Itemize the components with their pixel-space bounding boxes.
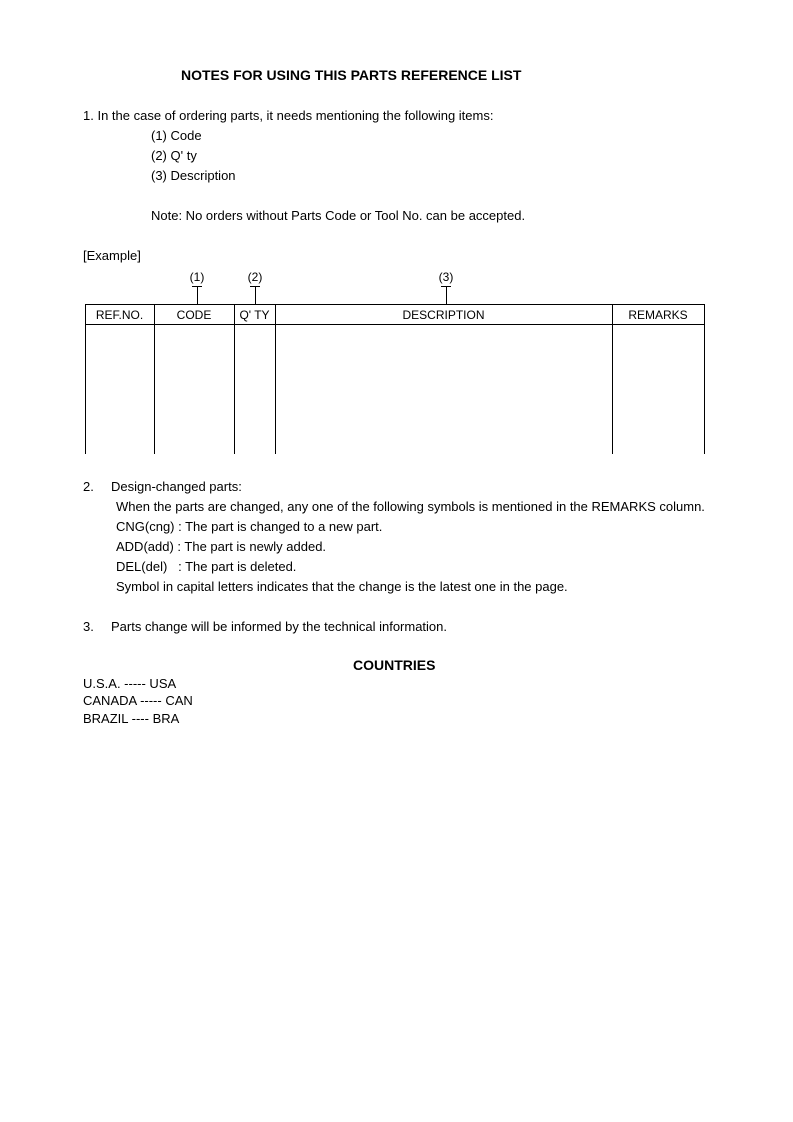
section2-line: ADD(add) : The part is newly added. [116,539,327,554]
marker-code: (1) [189,270,205,284]
section2-line: CNG(cng) : The part is changed to a new part. [116,519,383,534]
marker-description: (3) [438,270,454,284]
ordering-intro: 1. In the case of ordering parts, it needs mentioning the following items: [83,108,494,123]
table-col-divider [234,304,235,454]
country-item: U.S.A. ----- USA [83,676,177,691]
marker-qty: (2) [247,270,263,284]
section2-line: When the parts are changed, any one of the following symbols is mentioned in the REMARKS column. [116,499,705,514]
order-item-code: (1) Code [151,128,202,143]
header-qty: Q' TY [239,308,270,322]
table-col-divider [154,304,155,454]
section3-text: Parts change will be informed by the technical information. [111,619,448,634]
section2-line: DEL(del) : The part is deleted. [116,559,297,574]
header-description: DESCRIPTION [402,308,485,322]
example-table [85,304,705,454]
countries-title: COUNTRIES [353,657,436,673]
order-item-description: (3) Description [151,168,236,183]
header-code: CODE [176,308,212,322]
section3-number: 3. [83,619,94,634]
table-col-divider [704,304,705,454]
marker-description-stem [446,286,447,304]
table-col-divider [85,304,86,454]
header-ref-no: REF.NO. [95,308,144,322]
order-item-qty: (2) Q' ty [151,148,197,163]
section2-number: 2. [83,479,94,494]
table-col-divider [612,304,613,454]
header-remarks: REMARKS [628,308,688,322]
section2-line: Symbol in capital letters indicates that the change is the latest one in the page. [116,579,568,594]
example-label: [Example] [83,248,141,263]
page-title: NOTES FOR USING THIS PARTS REFERENCE LIST [181,67,522,83]
table-col-divider [275,304,276,454]
marker-qty-stem [255,286,256,304]
country-item: BRAZIL ---- BRA [83,711,180,726]
country-item: CANADA ----- CAN [83,693,193,708]
section2-heading: Design-changed parts: [111,479,242,494]
marker-code-stem [197,286,198,304]
order-note: Note: No orders without Parts Code or Tool No. can be accepted. [151,208,526,223]
